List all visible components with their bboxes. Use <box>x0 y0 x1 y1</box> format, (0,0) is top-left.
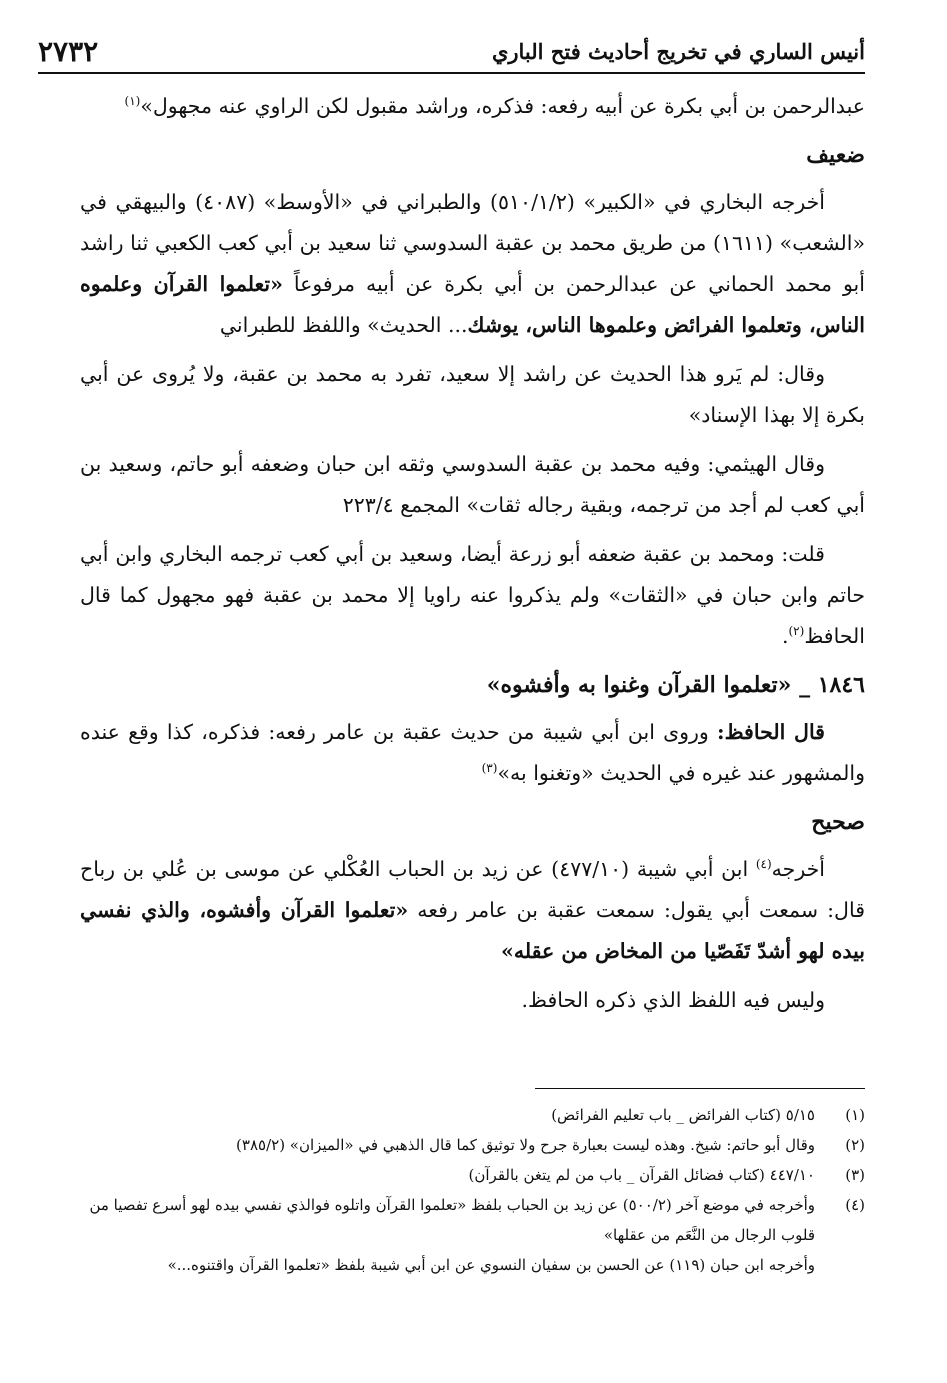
hafiz-label: قال الحافظ: <box>717 720 825 744</box>
footnote-ref-4: (٤) <box>755 857 772 872</box>
main-text <box>80 86 865 1029</box>
footnote-text: ٤٤٧/١٠ (كتاب فضائل القرآن _ باب من لم يتغن بالقرآن) <box>468 1166 815 1184</box>
footnote-ref-2: (٢) <box>788 624 805 639</box>
footnote-ref-3: (٣) <box>481 761 498 776</box>
footnotes <box>80 1100 865 1280</box>
grade-heading-weak: ضعيف <box>806 142 865 168</box>
paragraph-2-end: ... الحديث» واللفظ للطبراني <box>219 313 468 337</box>
footnote-text: وقال أبو حاتم: شيخ. وهذه ليست بعبارة جرح ولا توثيق كما قال الذهبي في «الميزان» (٣٨٥/٢) <box>236 1136 815 1154</box>
grade-heading-authentic: صحيح <box>811 809 865 835</box>
paragraph-7-text: ابن أبي شيبة (٤٧٧/١٠) عن زيد بن الحباب العُكْلي عن موسى بن عُلي بن رباح قال: سمعت أبي يقول: سمعت عقبة بن عامر رفعه <box>80 857 865 922</box>
paragraph-3: وقال: لم يَرو هذا الحديث عن راشد إلا سعيد، تفرد به محمد بن عقبة، ولا يُروى عن أبي بكرة إلا بهذا الإسناد» <box>80 362 865 427</box>
paragraph-4: وقال الهيثمي: وفيه محمد بن عقبة السدوسي وثقه ابن حبان وضعفه أبو حاتم، وسعيد بن أبي كعب لم أجد من ترجمه، وبقية رجاله ثقات» المجمع ٢٢٣/٤ <box>80 452 865 517</box>
paragraph-2-text: أخرجه البخاري في «الكبير» (٥١٠/١/٢) والطبراني في «الأوسط» (٤٠٨٧) والبيهقي في «الشعب» (١٦١١) من طريق محمد بن عقبة السدوسي ثنا سعيد بن أبي كعب الكعبي ثنا راشد أبو محمد الحماني عن عبدالرحمن بن أبي بكرة عن أبيه مرفوعاً <box>80 190 865 296</box>
paragraph-7-start: أخرجه <box>771 857 825 881</box>
page-number: ٢٧٣٢ <box>38 34 99 68</box>
paragraph-6-text: وروى ابن أبي شيبة من حديث عقبة بن عامر رفعه: فذكره، كذا وقع عنده والمشهور عند غيره في الحديث «وتغنوا به» <box>80 720 865 785</box>
running-header <box>38 30 865 74</box>
paragraph-2 <box>80 182 865 346</box>
paragraph-8: وليس فيه اللفظ الذي ذكره الحافظ. <box>521 988 825 1012</box>
paragraph-5-end: . <box>781 624 789 648</box>
footnote-ref-1: (١) <box>124 94 141 109</box>
footnote-4-continued <box>80 1250 865 1280</box>
footnote-1 <box>80 1100 865 1130</box>
footnote-2 <box>80 1130 865 1160</box>
footnote-4 <box>80 1190 865 1250</box>
footnote-text: وأخرجه ابن حبان (١١٩) عن الحسن بن سفيان النسوي عن ابن أبي شيبة بلفظ «تعلموا القرآن واقتنوه...» <box>167 1256 815 1274</box>
hadith-text-bold-2: «تعلموا القرآن وأفشوه، والذي نفسي بيده لهو أشدّ تَفَصّيا من المخاض من عقله» <box>80 898 865 963</box>
paragraph-1-text: عبدالرحمن بن أبي بكرة عن أبيه رفعه: فذكره، وراشد مقبول لكن الراوي عنه مجهول» <box>140 94 865 118</box>
paragraph-6 <box>80 712 865 794</box>
footnote-divider <box>535 1088 865 1089</box>
book-title: أنيس الساري في تخريج أحاديث فتح الباري <box>491 38 865 64</box>
hadith-text-bold: «تعلموا القرآن وعلموه الناس، وتعلموا الفرائض وعلموها الناس، يوشك <box>80 272 865 337</box>
footnote-3 <box>80 1160 865 1190</box>
footnote-text: ٥/١٥ (كتاب الفرائض _ باب تعليم الفرائض) <box>551 1106 815 1124</box>
paragraph-1 <box>80 86 865 127</box>
hadith-heading-1846: ١٨٤٦ _ «تعلموا القرآن وغنوا به وأفشوه» <box>486 672 865 698</box>
footnote-number: (٤) <box>845 1196 865 1214</box>
paragraph-5 <box>80 534 865 657</box>
footnote-number: (٣) <box>845 1166 865 1184</box>
paragraph-5-text: قلت: ومحمد بن عقبة ضعفه أبو زرعة أيضا، وسعيد بن أبي كعب ترجمه البخاري وابن أبي حاتم وابن حبان في «الثقات» ولم يذكروا عنه راويا إلا محمد بن عقبة فهو مجهول كما قال الحافظ <box>80 542 865 648</box>
footnote-text: وأخرجه في موضع آخر (٥٠٠/٢) عن زيد بن الحباب بلفظ «تعلموا القرآن واتلوه فوالذي نفسي بيده لهو أسرع تفصيا من قلوب الرجال من النَّعَم من عقلها» <box>89 1196 815 1244</box>
footnote-number: (٢) <box>845 1136 865 1154</box>
paragraph-7 <box>80 849 865 972</box>
footnote-number: (١) <box>845 1106 865 1124</box>
